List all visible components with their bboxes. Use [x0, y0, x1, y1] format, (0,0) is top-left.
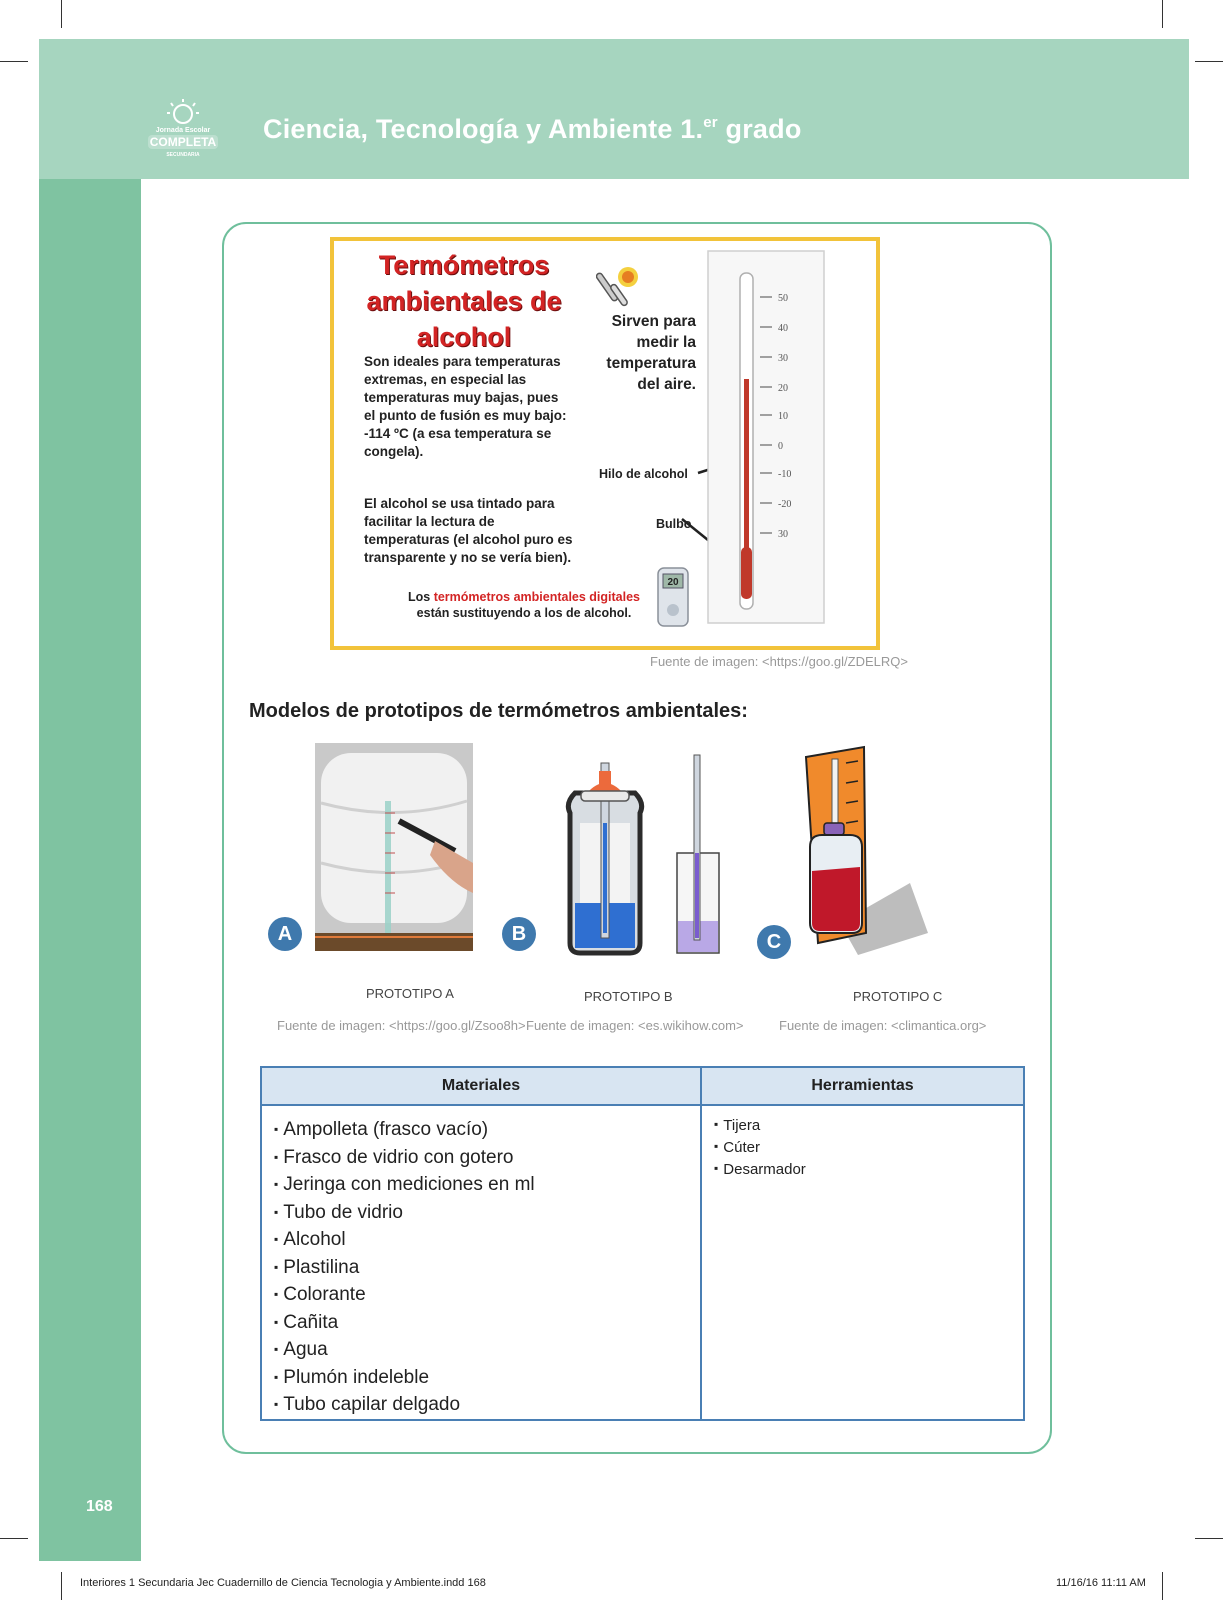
- prototype-b-image: [545, 743, 735, 963]
- tools-list: [702, 1106, 1023, 1180]
- list-item: ▪ Colorante: [274, 1281, 700, 1309]
- list-item: ▪ Frasco de vidrio con gotero: [274, 1144, 700, 1172]
- prototype-c-label: PROTOTIPO C: [853, 989, 943, 1004]
- label-hilo-de-alcohol: Hilo de alcohol: [599, 467, 688, 481]
- list-item: ▪ Jeringa con mediciones en ml: [274, 1171, 700, 1199]
- prototype-c-source: Fuente de imagen: <climantica.org>: [779, 1018, 987, 1033]
- jec-logo: [140, 97, 226, 159]
- prototype-b-source: Fuente de imagen: <es.wikihow.com>: [526, 1018, 744, 1033]
- list-item: ▪ Ampolleta (frasco vacío): [274, 1116, 700, 1144]
- infographic-paragraph-1: Son ideales para temperaturas extremas, en especial las temperaturas muy bajas, pues el punto de fusión es muy bajo: -114 ºC (a esa temperatura se congela).: [364, 354, 567, 459]
- label-bulbo: Bulbo: [656, 517, 692, 531]
- alcohol-thermometer-illustration: [706, 249, 836, 629]
- materials-header: Materiales: [261, 1067, 701, 1105]
- materials-cell: [261, 1105, 701, 1420]
- svg-text:SECUNDARIA: SECUNDARIA: [166, 152, 200, 158]
- crop-mark: [1162, 1572, 1163, 1600]
- svg-text:-10: -10: [778, 469, 792, 480]
- prototype-c-badge: C: [757, 925, 791, 959]
- infographic-title: Termómetros ambientales de alcohol: [366, 250, 562, 352]
- syringe-photo-icon: [315, 743, 473, 951]
- prototype-a-source: Fuente de imagen: <https://goo.gl/Zsoo8h>: [277, 1018, 526, 1033]
- list-item: ▪ Agua: [274, 1336, 700, 1364]
- thermometer-infographic: [330, 237, 880, 650]
- prototype-a-image: [315, 743, 473, 951]
- materials-list: [262, 1106, 700, 1419]
- sun-logo-icon: [140, 97, 226, 159]
- footer-datetime: 11/16/16 11:11 AM: [1056, 1577, 1146, 1589]
- infographic-paragraph-2: El alcohol se usa tintado para facilitar la lectura de temperaturas (el alcohol puro es transparente y no se vería bien).: [364, 496, 573, 565]
- svg-text:-20: -20: [778, 499, 792, 510]
- page-header-title: Ciencia, Tecnología y Ambiente 1.$^{er}$ grado: [263, 114, 802, 144]
- prototype-b-badge: B: [502, 917, 536, 951]
- svg-text:0: 0: [778, 441, 783, 452]
- sidebar-band: [39, 179, 141, 1561]
- svg-text:50: 50: [778, 293, 788, 304]
- thermometer-pin-icon: [596, 261, 652, 311]
- crop-mark: [61, 1572, 62, 1600]
- list-item: ▪ Plastilina: [274, 1254, 700, 1282]
- svg-text:10: 10: [778, 411, 788, 422]
- svg-text:30: 30: [778, 529, 788, 540]
- prototype-b-label: PROTOTIPO B: [584, 989, 673, 1004]
- prototype-a-label: PROTOTIPO A: [366, 986, 454, 1001]
- list-item: ▪ Tubo capilar delgado: [274, 1391, 700, 1419]
- list-item: ▪ Cañita: [274, 1309, 700, 1337]
- svg-text:20: 20: [667, 577, 679, 588]
- svg-text:30: 30: [778, 353, 788, 364]
- bottle-dropper-diagram-icon: [545, 743, 735, 963]
- list-item: ▪ Plumón indeleble: [274, 1364, 700, 1392]
- materials-tools-table: [260, 1066, 1025, 1421]
- svg-text:Jornada Escolar: Jornada Escolar: [155, 127, 211, 134]
- footer-file-info: Interiores 1 Secundaria Jec Cuadernillo de Ciencia Tecnologia y Ambiente.indd 168: [80, 1577, 486, 1589]
- svg-text:COMPLETA: COMPLETA: [149, 135, 217, 149]
- tools-cell: [701, 1105, 1024, 1420]
- prototype-c-image: [800, 743, 932, 958]
- tools-header: Herramientas: [701, 1067, 1024, 1105]
- list-item: ▪ Desarmador: [714, 1158, 1023, 1180]
- crop-mark: [0, 61, 28, 62]
- list-item: ▪ Cúter: [714, 1136, 1023, 1158]
- infographic-purpose: Sirven para medir la temperatura del aire.: [606, 313, 696, 393]
- bottle-thermometer-drawing-icon: [800, 743, 932, 958]
- digital-note: Los termómetros ambientales digitales están sustituyendo a los de alcohol.: [407, 590, 641, 620]
- svg-text:20: 20: [778, 383, 788, 394]
- svg-text:40: 40: [778, 323, 788, 334]
- digital-thermometer-icon: [656, 566, 690, 628]
- crop-mark: [1195, 1538, 1223, 1539]
- crop-mark: [61, 0, 62, 28]
- crop-mark: [1195, 61, 1223, 62]
- crop-mark: [1162, 0, 1163, 28]
- list-item: ▪ Tijera: [714, 1114, 1023, 1136]
- crop-mark: [0, 1538, 28, 1539]
- list-item: ▪ Tubo de vidrio: [274, 1199, 700, 1227]
- page-number: 168: [86, 1498, 113, 1515]
- infographic-source: Fuente de imagen: <https://goo.gl/ZDELRQ>: [650, 654, 908, 669]
- section-title: Modelos de prototipos de termómetros ambientales:: [249, 700, 748, 722]
- prototype-a-badge: A: [268, 917, 302, 951]
- list-item: ▪ Alcohol: [274, 1226, 700, 1254]
